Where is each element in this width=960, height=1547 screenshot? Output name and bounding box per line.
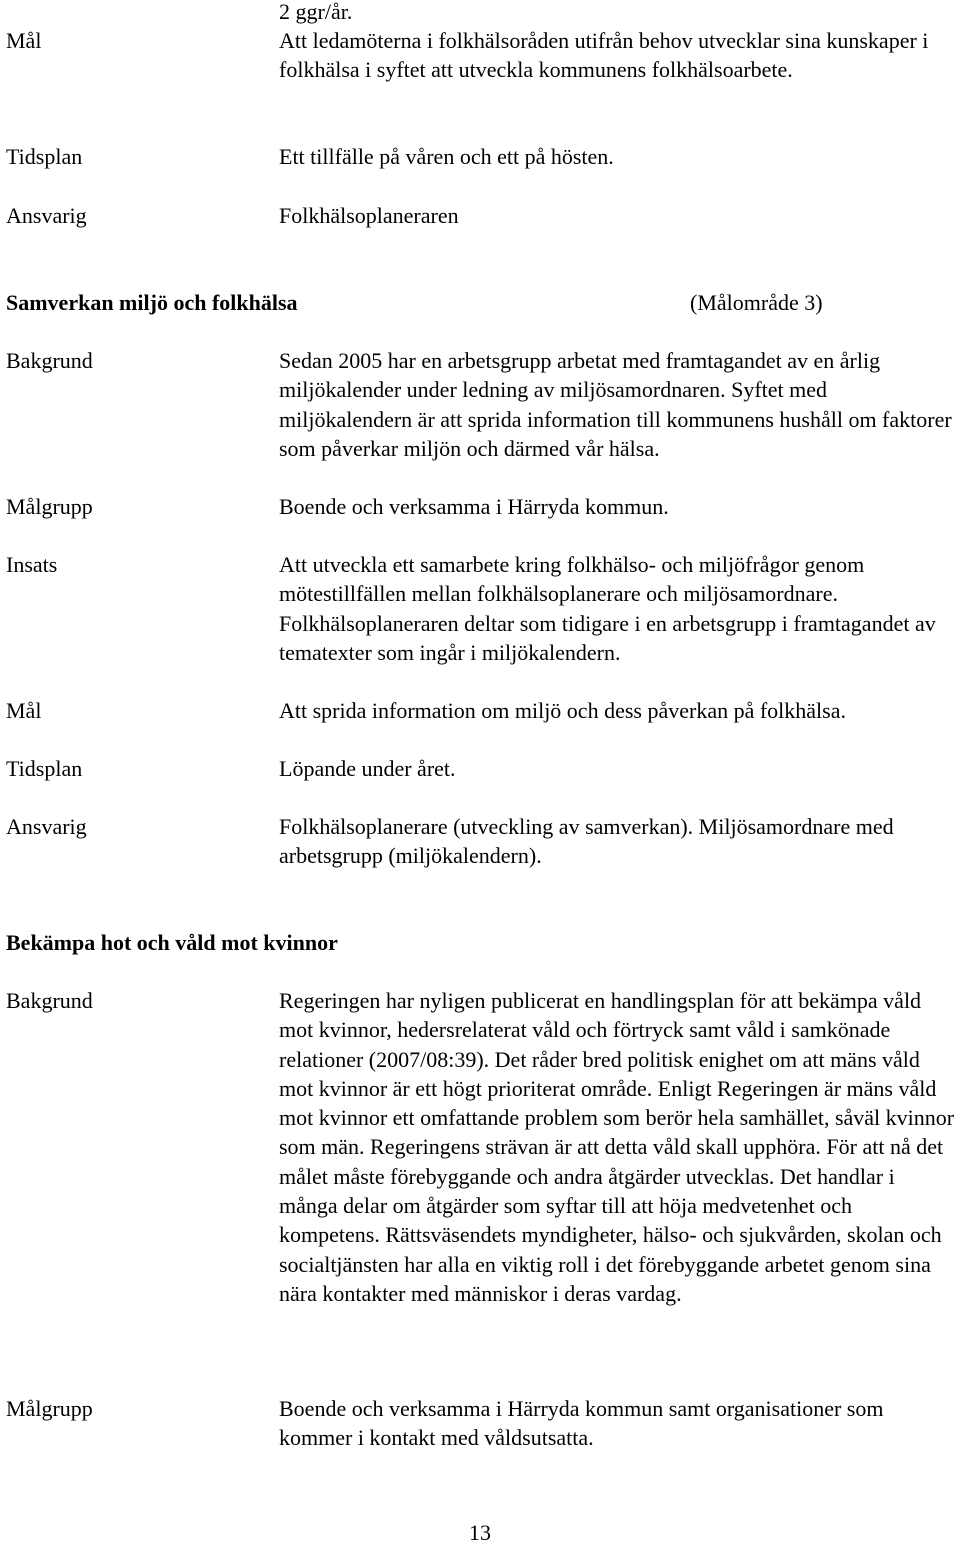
insats-label: Insats — [6, 552, 58, 577]
mal-text: Att sprida information om miljö och dess påverkan på folkhälsa. — [279, 698, 846, 723]
tidsplan-label: Tidsplan — [6, 756, 83, 781]
mal-label: Mål — [6, 28, 42, 53]
mal-text: Att ledamöterna i folkhälsoråden utifrån behov utvecklar sina kunskaper i folkhälsa i syftet att utveckla kommunens folkhälsoarbete. — [279, 28, 929, 83]
bakgrund-label: Bakgrund — [6, 988, 93, 1013]
ansvarig-text: Folkhälsoplaneraren — [279, 203, 459, 228]
continuation-text: 2 ggr/år. — [279, 0, 353, 24]
mal-label: Mål — [6, 698, 42, 723]
malomrade-label: (Målområde 3) — [690, 290, 823, 315]
malgrupp-label: Målgrupp — [6, 494, 93, 519]
section-heading-samverkan: Samverkan miljö och folkhälsa — [6, 290, 298, 315]
bakgrund-text: Regeringen har nyligen publicerat en handlingsplan för att bekämpa våld mot kvinnor, hedersrelaterat våld och förtryck samt våld i samkönade relationer (2007/08:39). Det råder bred politisk enighet om att mäns våld mot kvinnor är ett högt prioriterat område. Enligt Regeringen är mäns våld mot kvinnor ett omfattande problem som berör hela samhället, såväl kvinnor som män. Regeringens strävan är att detta våld skall upphöra. För att nå det målet måste förebyggande och andra åtgärder utvecklas. Det handlar i många delar om åtgärder som syftar till att höja medvetenhet och kompetens. Rättsväsendets myndigheter, hälso- och sjukvården, skolan och socialtjänsten har alla en viktig roll i det förebyggande arbetet genom sina nära kontakter med människor i deras vardag. — [279, 988, 955, 1306]
tidsplan-label: Tidsplan — [6, 144, 83, 169]
ansvarig-label: Ansvarig — [6, 203, 87, 228]
ansvarig-text: Folkhälsoplanerare (utveckling av samverkan). Miljösamordnare med arbetsgrupp (miljökalendern). — [279, 814, 894, 869]
malgrupp-text: Boende och verksamma i Härryda kommun samt organisationer som kommer i kontakt med våldsutsatta. — [279, 1396, 884, 1451]
malgrupp-label: Målgrupp — [6, 1396, 93, 1421]
tidsplan-text: Ett tillfälle på våren och ett på hösten. — [279, 144, 614, 169]
tidsplan-text: Löpande under året. — [279, 756, 456, 781]
section-heading-bekampa: Bekämpa hot och våld mot kvinnor — [6, 930, 338, 955]
ansvarig-label: Ansvarig — [6, 814, 87, 839]
insats-text: Att utveckla ett samarbete kring folkhälso- och miljöfrågor genom mötestillfällen mellan folkhälsoplanerare och miljösamordnare. Folkhälsoplaneraren deltar som tidigare i en arbetsgrupp i framtagandet av tematexter som ingår i miljökalendern. — [279, 552, 936, 665]
malgrupp-text: Boende och verksamma i Härryda kommun. — [279, 494, 669, 519]
page-number: 13 — [469, 1520, 491, 1545]
bakgrund-text: Sedan 2005 har en arbetsgrupp arbetat med framtagandet av en årlig miljökalender under ledning av miljösamordnaren. Syftet med miljökalendern är att sprida information till kommunens hushåll om faktorer som påverkar miljön och därmed vår hälsa. — [279, 348, 952, 461]
bakgrund-label: Bakgrund — [6, 348, 93, 373]
